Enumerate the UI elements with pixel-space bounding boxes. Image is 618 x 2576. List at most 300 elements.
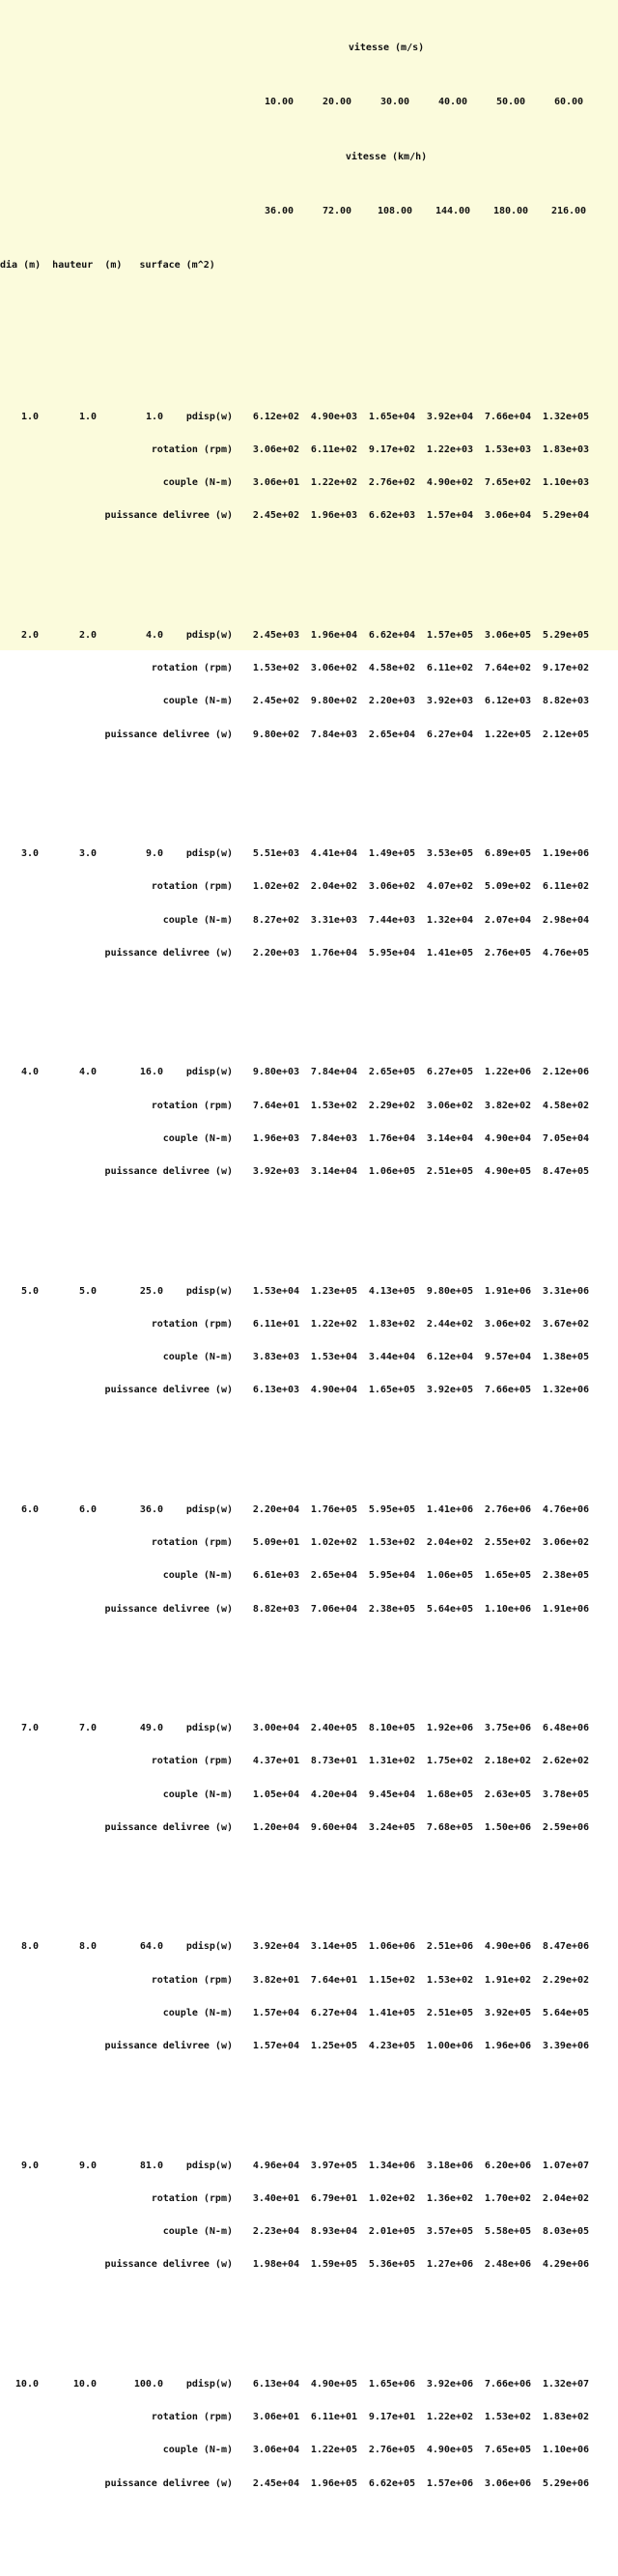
row-values (241, 2193, 589, 2205)
data-cell: 4.90e+03 (310, 411, 357, 422)
turbine-block (0, 390, 618, 577)
data-cell: 3.14e+05 (310, 1941, 357, 1953)
hauteur-value (42, 2008, 98, 2019)
dia-value (0, 730, 42, 741)
row-label-puissance: puissance delivree (w) (104, 2041, 233, 2051)
row-values (241, 2478, 589, 2490)
dia-value (0, 1537, 42, 1549)
data-cell: 2.18e+02 (484, 1756, 531, 1767)
data-cell: 5.36e+05 (368, 2259, 415, 2271)
table-row-rotation (0, 1756, 618, 1767)
row-values (241, 2161, 589, 2172)
data-cell: 2.38e+05 (368, 1603, 415, 1615)
data-cell: 7.65e+02 (484, 477, 531, 488)
data-cell: 1.22e+06 (484, 1067, 531, 1078)
data-cell: 3.14e+04 (310, 1166, 357, 1177)
row-values (241, 2226, 589, 2238)
table-row-rotation (0, 881, 618, 893)
table-row-puissance (0, 2259, 618, 2271)
data-cell: 5.95e+04 (368, 947, 415, 959)
data-cell: 2.51e+05 (426, 2007, 473, 2018)
dia-value (0, 1166, 42, 1178)
data-cell: 3.92e+05 (426, 1385, 473, 1396)
dia-value: 6.0 (20, 1503, 39, 1515)
dia-value (0, 663, 42, 674)
turbine-block (0, 827, 618, 1014)
row-values (241, 412, 589, 423)
dia-value: 1.0 (20, 411, 39, 422)
row-values (241, 1352, 589, 1363)
data-cell: 1.22e+02 (310, 1318, 357, 1330)
data-cell: 1.91e+06 (484, 1285, 531, 1297)
row-left-section (0, 412, 233, 423)
speed-kmh-title: vitesse (km/h) (345, 151, 428, 162)
row-label-rotation: rotation (rpm) (151, 1756, 233, 1767)
row-left-section (0, 1101, 233, 1112)
data-cell: 2.76e+05 (368, 2445, 415, 2456)
row-left-section (0, 1319, 233, 1331)
hauteur-value (42, 2041, 98, 2052)
data-cell: 2.07e+04 (484, 914, 531, 926)
row-left-section (0, 2412, 233, 2423)
hauteur-value: 3.0 (78, 848, 97, 859)
speed-kmh-value: 216.00 (550, 205, 587, 216)
data-cell: 1.50e+06 (484, 1821, 531, 1833)
table-row-pdisp (0, 2161, 618, 2172)
data-cell: 4.58e+02 (368, 663, 415, 673)
data-cell: 3.24e+05 (368, 1821, 415, 1833)
hauteur-value (42, 2226, 98, 2238)
data-cell: 1.96e+05 (310, 2477, 357, 2489)
data-cell: 4.37e+01 (252, 1756, 299, 1767)
data-cell: 1.02e+02 (252, 881, 299, 893)
data-cell: 9.80e+02 (252, 729, 299, 740)
data-cell: 3.92e+04 (252, 1941, 299, 1953)
data-cell: 3.06e+02 (252, 444, 299, 455)
data-cell: 1.41e+05 (426, 947, 473, 959)
data-cell: 6.27e+04 (426, 729, 473, 740)
dia-value (0, 2478, 42, 2490)
data-cell: 4.90e+04 (484, 1132, 531, 1144)
turbine-block (0, 1265, 618, 1451)
speed-kmh-values (250, 206, 598, 217)
data-cell: 2.04e+02 (310, 881, 357, 893)
surface-value: 25.0 (139, 1285, 163, 1297)
data-cell: 2.38e+05 (542, 1570, 589, 1582)
data-cell: 7.05e+04 (542, 1132, 589, 1144)
dia-value (0, 2412, 42, 2423)
data-cell: 5.09e+01 (252, 1537, 299, 1548)
data-cell: 1.05e+04 (252, 1789, 299, 1800)
dia-value: 10.0 (14, 2378, 39, 2390)
data-cell: 1.75e+02 (426, 1756, 473, 1767)
data-cell: 2.12e+06 (542, 1067, 589, 1078)
table-row-rotation (0, 2412, 618, 2423)
row-label-pdisp: pdisp(w) (185, 1941, 233, 1953)
surface-value: 9.0 (145, 848, 163, 859)
row-left-section (0, 948, 233, 959)
data-cell: 1.53e+02 (484, 2412, 531, 2422)
header-row-speed-ms-values (0, 97, 618, 108)
data-cell: 3.39e+06 (542, 2041, 589, 2051)
hauteur-value (42, 1133, 98, 1145)
data-cell: 1.96e+03 (310, 510, 357, 522)
data-cell: 7.84e+03 (310, 1132, 357, 1144)
data-cell: 3.44e+04 (368, 1352, 415, 1362)
hauteur-value (42, 1756, 98, 1767)
row-label-pdisp: pdisp(w) (185, 2160, 233, 2171)
row-left-section (0, 1166, 233, 1178)
data-cell: 6.62e+05 (368, 2477, 415, 2489)
data-cell: 1.02e+02 (310, 1537, 357, 1548)
row-values (241, 1166, 589, 1178)
data-cell: 1.96e+04 (310, 629, 357, 641)
hauteur-value: 7.0 (78, 1723, 97, 1733)
table-row-rotation (0, 444, 618, 456)
row-values (241, 510, 589, 522)
data-cell: 1.53e+02 (310, 1100, 357, 1111)
dia-value (0, 1385, 42, 1396)
data-cell: 1.76e+04 (310, 947, 357, 959)
table-row-pdisp (0, 1723, 618, 1734)
dia-value (0, 1570, 42, 1582)
data-cell: 1.83e+03 (542, 444, 589, 455)
data-cell: 9.17e+01 (368, 2412, 415, 2422)
data-cell: 6.11e+02 (542, 881, 589, 893)
dia-value (0, 1319, 42, 1331)
dia-value: 8.0 (20, 1941, 39, 1953)
data-cell: 2.01e+05 (368, 2226, 415, 2237)
column-header-label: dia (m) hauteur (m) surface (m^2) (0, 260, 215, 271)
turbine-block (0, 1920, 618, 2106)
row-left-section (0, 2041, 233, 2052)
row-values (241, 1789, 589, 1801)
table-row-pdisp (0, 2379, 618, 2390)
data-cell: 7.65e+05 (484, 2445, 531, 2456)
speed-ms-value: 30.00 (379, 97, 410, 108)
row-values (241, 1286, 589, 1298)
data-cell: 3.00e+04 (252, 1723, 299, 1733)
data-cell: 1.70e+02 (484, 2192, 531, 2204)
speed-kmh-value: 108.00 (377, 205, 413, 216)
row-left-section (0, 477, 233, 489)
data-cell: 7.66e+06 (484, 2378, 531, 2390)
data-cell: 1.31e+02 (368, 1756, 415, 1767)
data-cell: 7.64e+02 (484, 663, 531, 673)
hauteur-value: 2.0 (78, 629, 97, 641)
data-cell: 1.65e+05 (484, 1570, 531, 1582)
data-cell: 2.51e+05 (426, 1166, 473, 1177)
row-left-section (0, 1352, 233, 1363)
data-cell: 2.51e+06 (426, 1941, 473, 1953)
row-label-couple: couple (N-m) (162, 914, 233, 926)
row-left-section (0, 1756, 233, 1767)
speed-ms-values (250, 97, 598, 108)
data-cell: 3.78e+05 (542, 1789, 589, 1800)
data-cell: 9.17e+02 (368, 444, 415, 455)
data-cell: 6.12e+04 (426, 1352, 473, 1362)
data-cell: 1.06e+05 (368, 1166, 415, 1177)
table-row-puissance (0, 1385, 618, 1396)
turbine-block (0, 1045, 618, 1232)
data-cell: 1.65e+05 (368, 1385, 415, 1396)
data-cell: 6.11e+01 (252, 1318, 299, 1330)
data-cell: 9.57e+04 (484, 1352, 531, 1362)
turbine-block (0, 1483, 618, 1670)
data-cell: 8.03e+05 (542, 2226, 589, 2237)
dia-value (0, 1975, 42, 1987)
row-label-rotation: rotation (rpm) (151, 1974, 233, 1986)
row-label-puissance: puissance delivree (w) (104, 510, 233, 522)
row-label-puissance: puissance delivree (w) (104, 1166, 233, 1177)
turbine-block (0, 2358, 618, 2544)
row-values (241, 1975, 589, 1987)
row-label-rotation: rotation (rpm) (151, 881, 233, 893)
dia-value (0, 477, 42, 489)
surface-value (98, 477, 165, 489)
table-row-couple (0, 1352, 618, 1363)
dia-value (0, 696, 42, 707)
data-cell: 7.44e+03 (368, 914, 415, 926)
row-left-section (0, 444, 233, 456)
table-row-puissance (0, 948, 618, 959)
row-label-rotation: rotation (rpm) (151, 1100, 233, 1111)
hauteur-value (42, 1789, 98, 1801)
dia-value (0, 1133, 42, 1145)
dia-value (0, 2041, 42, 2052)
data-cell: 4.90e+05 (484, 1166, 531, 1177)
row-left-section (0, 1133, 233, 1145)
hauteur-value: 9.0 (78, 2160, 97, 2171)
dia-value: 3.0 (20, 848, 39, 859)
hauteur-value (42, 477, 98, 489)
row-label-pdisp: pdisp(w) (185, 629, 233, 641)
speed-ms-value: 60.00 (553, 97, 584, 108)
data-cell: 1.83e+02 (542, 2412, 589, 2422)
blank-line (0, 981, 618, 992)
dia-value: 2.0 (20, 629, 39, 641)
row-label-pdisp: pdisp(w) (185, 1285, 233, 1297)
row-values (241, 1385, 589, 1396)
surface-value (98, 2445, 165, 2456)
data-cell: 1.92e+06 (426, 1723, 473, 1733)
hauteur-value: 4.0 (78, 1067, 97, 1078)
blank-line (0, 544, 618, 556)
dia-value (0, 948, 42, 959)
hauteur-value (42, 1537, 98, 1549)
data-cell: 6.79e+01 (310, 2192, 357, 2204)
data-cell: 4.90e+02 (426, 477, 473, 488)
row-left-section (0, 2161, 233, 2172)
row-left-section (0, 915, 233, 927)
data-cell: 2.98e+04 (542, 914, 589, 926)
row-left-section (0, 2445, 233, 2456)
data-blocks (0, 369, 618, 2556)
table-row-rotation (0, 2193, 618, 2205)
data-cell: 4.76e+05 (542, 947, 589, 959)
row-label-rotation: rotation (rpm) (151, 2192, 233, 2204)
row-values (241, 881, 589, 893)
row-left-section (0, 2008, 233, 2019)
surface-value: 36.0 (139, 1503, 163, 1515)
dia-value (0, 1822, 42, 1834)
speed-kmh-value: 144.00 (435, 205, 471, 216)
data-cell: 1.00e+06 (426, 2041, 473, 2051)
data-cell: 3.06e+02 (542, 1537, 589, 1548)
row-label-couple: couple (N-m) (162, 1789, 233, 1800)
blank-line (0, 314, 618, 326)
data-cell: 6.12e+02 (252, 411, 299, 422)
data-cell: 4.23e+05 (368, 2041, 415, 2051)
data-cell: 1.23e+05 (310, 1285, 357, 1297)
data-cell: 2.29e+02 (542, 1974, 589, 1986)
data-cell: 4.13e+05 (368, 1285, 415, 1297)
header-row-speed-kmh-values (0, 206, 618, 217)
data-cell: 2.76e+02 (368, 477, 415, 488)
row-label-couple: couple (N-m) (162, 1570, 233, 1582)
row-label-puissance: puissance delivree (w) (104, 2477, 233, 2489)
data-cell: 4.90e+05 (310, 2378, 357, 2390)
row-values (241, 848, 589, 860)
hauteur-value (42, 1319, 98, 1331)
data-cell: 9.60e+04 (310, 1821, 357, 1833)
table-row-couple (0, 1789, 618, 1801)
table-row-couple (0, 2445, 618, 2456)
data-cell: 1.15e+02 (368, 1974, 415, 1986)
table-row-rotation (0, 1537, 618, 1549)
data-cell: 1.06e+06 (368, 1941, 415, 1953)
row-values (241, 2041, 589, 2052)
hauteur-value (42, 444, 98, 456)
data-cell: 5.95e+05 (368, 1503, 415, 1515)
row-values (241, 2379, 589, 2390)
speed-kmh-value: 180.00 (492, 205, 529, 216)
row-label-couple: couple (N-m) (162, 2007, 233, 2018)
data-cell: 5.51e+03 (252, 848, 299, 859)
data-cell: 1.76e+04 (368, 1132, 415, 1144)
data-cell: 1.53e+02 (368, 1537, 415, 1548)
table-row-pdisp (0, 630, 618, 642)
data-cell: 4.90e+04 (310, 1385, 357, 1396)
data-cell: 7.66e+04 (484, 411, 531, 422)
data-cell: 3.06e+02 (484, 1318, 531, 1330)
surface-value (98, 1352, 165, 1363)
row-left-section (0, 2193, 233, 2205)
blank-line (0, 1199, 618, 1211)
hauteur-value: 8.0 (78, 1941, 97, 1953)
data-cell: 7.68e+05 (426, 1821, 473, 1833)
table-row-couple (0, 477, 618, 489)
row-values (241, 1604, 589, 1616)
row-left-section (0, 1941, 233, 1953)
data-cell: 1.96e+03 (252, 1132, 299, 1144)
row-values (241, 1504, 589, 1516)
row-label-couple: couple (N-m) (162, 2226, 233, 2237)
dia-value: 5.0 (20, 1285, 39, 1297)
data-cell: 4.90e+06 (484, 1941, 531, 1953)
data-cell: 4.29e+06 (542, 2259, 589, 2271)
data-cell: 1.57e+04 (252, 2041, 299, 2051)
row-label-puissance: puissance delivree (w) (104, 1821, 233, 1833)
data-cell: 3.92e+06 (426, 2378, 473, 2390)
row-label-puissance: puissance delivree (w) (104, 2259, 233, 2271)
row-left-section (0, 630, 233, 642)
data-cell: 2.12e+05 (542, 729, 589, 740)
row-values (241, 915, 589, 927)
data-cell: 1.10e+06 (484, 1603, 531, 1615)
data-cell: 4.41e+04 (310, 848, 357, 859)
blank-line (0, 1637, 618, 1648)
table-row-puissance (0, 1604, 618, 1616)
hauteur-value (42, 1975, 98, 1987)
row-left-section (0, 881, 233, 893)
data-cell: 1.22e+05 (310, 2445, 357, 2456)
row-values (241, 948, 589, 959)
row-label-pdisp: pdisp(w) (185, 2378, 233, 2390)
hauteur-value (42, 948, 98, 959)
data-cell: 1.76e+05 (310, 1503, 357, 1515)
hauteur-value (42, 1822, 98, 1834)
row-values (241, 663, 589, 674)
row-left-section (0, 696, 233, 707)
data-cell: 6.27e+04 (310, 2007, 357, 2018)
data-cell: 1.32e+04 (426, 914, 473, 926)
data-cell: 1.57e+05 (426, 629, 473, 641)
row-left-section (0, 1067, 233, 1078)
data-cell: 1.22e+03 (426, 444, 473, 455)
data-cell: 1.53e+02 (426, 1974, 473, 1986)
data-cell: 2.55e+02 (484, 1537, 531, 1548)
surface-value: 100.0 (133, 2378, 163, 2390)
data-cell: 1.57e+04 (252, 2007, 299, 2018)
dia-value (0, 2226, 42, 2238)
hauteur-value: 5.0 (78, 1285, 97, 1297)
data-cell: 2.45e+02 (252, 696, 299, 707)
data-cell: 1.22e+05 (484, 729, 531, 740)
data-cell: 6.11e+02 (426, 663, 473, 673)
row-values (241, 2008, 589, 2019)
data-cell: 1.10e+03 (542, 477, 589, 488)
data-cell: 6.11e+02 (310, 444, 357, 455)
data-cell: 5.29e+04 (542, 510, 589, 522)
data-cell: 2.20e+03 (252, 947, 299, 959)
row-label-couple: couple (N-m) (162, 2445, 233, 2456)
blank-line (0, 762, 618, 774)
hauteur-value (42, 1352, 98, 1363)
hauteur-value (42, 915, 98, 927)
data-cell: 6.20e+06 (484, 2160, 531, 2171)
row-values (241, 2412, 589, 2423)
data-cell: 7.66e+05 (484, 1385, 531, 1396)
row-left-section (0, 730, 233, 741)
row-label-couple: couple (N-m) (162, 1352, 233, 1362)
table-row-puissance (0, 2478, 618, 2490)
row-values (241, 1101, 589, 1112)
data-cell: 1.25e+05 (310, 2041, 357, 2051)
data-cell: 6.13e+04 (252, 2378, 299, 2390)
table-row-couple (0, 1133, 618, 1145)
data-cell: 6.62e+04 (368, 629, 415, 641)
table-row-couple (0, 1570, 618, 1582)
data-cell: 7.84e+03 (310, 729, 357, 740)
data-cell: 3.06e+05 (484, 629, 531, 641)
row-label-pdisp: pdisp(w) (185, 1723, 233, 1733)
data-cell: 3.06e+02 (426, 1100, 473, 1111)
table-row-puissance (0, 730, 618, 741)
row-values (241, 1941, 589, 1953)
hauteur-value (42, 1101, 98, 1112)
data-cell: 1.27e+06 (426, 2259, 473, 2271)
